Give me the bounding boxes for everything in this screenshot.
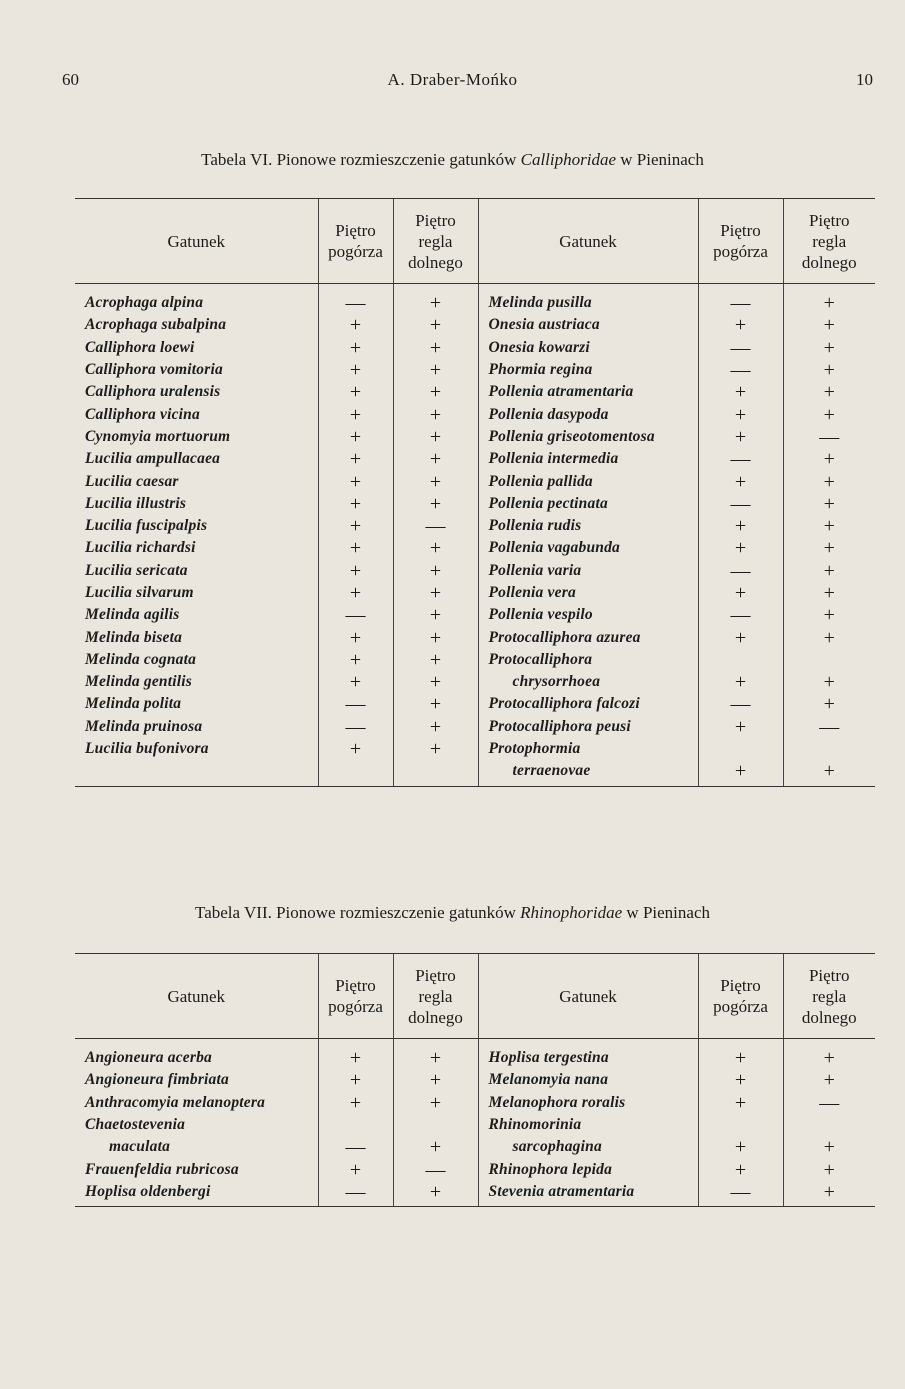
mark-pogorza-right (698, 738, 783, 760)
species-name-right: Hoplisa tergestina (478, 1039, 698, 1070)
species-name-left: Melinda agilis (85, 606, 180, 624)
species-name-right: sarcophagina (478, 1136, 698, 1158)
mark-regla-left: + (393, 403, 478, 425)
mark-pogorza-left: + (318, 426, 393, 448)
mark-pogorza-left: + (318, 314, 393, 336)
species-name-left: Anthracomyia melanoptera (85, 1093, 266, 1111)
header-line: Piętro (415, 965, 456, 985)
table-row (75, 284, 875, 315)
mark-regla-right (783, 1114, 875, 1136)
mark-pogorza-right: + (698, 314, 783, 336)
table-row (75, 1181, 875, 1207)
mark-regla-right: + (783, 448, 875, 470)
mark-regla-left: + (393, 1181, 478, 1207)
mark-regla-right (783, 738, 875, 760)
species-name-right: Pollenia vagabunda (478, 537, 698, 559)
species-name-right: Melinda pusilla (478, 284, 698, 315)
mark-pogorza-right: + (698, 381, 783, 403)
table-row (75, 515, 875, 537)
mark-pogorza-right: — (698, 604, 783, 626)
mark-pogorza-right: + (698, 716, 783, 738)
col-header-regla-dolnego (393, 199, 478, 284)
table7-caption (0, 903, 905, 923)
mark-regla-left: + (393, 359, 478, 381)
mark-pogorza-left: + (318, 515, 393, 537)
table-row (75, 359, 875, 381)
species-name-left: Lucilia silvarum (85, 584, 194, 601)
mark-pogorza-left: + (318, 448, 393, 470)
species-name-left: Lucilia fuscipalpis (85, 517, 208, 535)
mark-pogorza-right: + (698, 470, 783, 492)
col-header-species: Gatunek (478, 199, 698, 284)
species-name-left: Angioneura fimbriata (85, 1071, 229, 1089)
col-header-pogorza (318, 199, 393, 284)
mark-pogorza-left: + (318, 1069, 393, 1091)
mark-regla-right: + (783, 671, 875, 693)
mark-regla-right: + (783, 1039, 875, 1070)
mark-regla-right: — (783, 1092, 875, 1114)
mark-regla-right: + (783, 381, 875, 403)
table-row (75, 381, 875, 403)
mark-regla-left: + (393, 284, 478, 315)
table-row (75, 693, 875, 715)
mark-pogorza-left: — (318, 716, 393, 738)
col-header-pogorza (698, 199, 783, 284)
mark-pogorza-left: + (318, 359, 393, 381)
species-name-left: Lucilia ampullacaea (85, 450, 221, 468)
species-name-left: Hoplisa oldenbergi (75, 1181, 318, 1207)
header-line: Piętro (415, 210, 456, 230)
table-row (75, 626, 875, 648)
mark-regla-right: + (783, 284, 875, 315)
mark-pogorza-left: — (318, 693, 393, 715)
table7-caption-prefix: Tabela VII. Pionowe rozmieszczenie gatunków (195, 903, 516, 922)
species-name-right: Pollenia rudis (478, 515, 698, 537)
species-name-left: Frauenfeldia rubricosa (85, 1160, 239, 1178)
mark-pogorza-left: — (318, 1136, 393, 1158)
mark-regla-right: + (783, 1181, 875, 1207)
species-name-right: Onesia kowarzi (478, 337, 698, 359)
mark-pogorza-left: + (318, 1092, 393, 1114)
mark-regla-left: + (393, 537, 478, 559)
header-line: Piętro (720, 221, 761, 240)
mark-regla-right: + (783, 604, 875, 626)
table6-caption (0, 150, 905, 170)
header-line: dolnego (801, 1007, 857, 1027)
mark-regla-right: + (783, 760, 875, 786)
mark-regla-right: + (783, 314, 875, 336)
mark-pogorza-right (698, 1114, 783, 1136)
mark-pogorza-left: — (318, 1181, 393, 1207)
mark-pogorza-right: — (698, 493, 783, 515)
mark-regla-left: + (393, 1039, 478, 1070)
mark-regla-right: + (783, 515, 875, 537)
mark-regla-right: + (783, 359, 875, 381)
mark-regla-left: + (393, 1092, 478, 1114)
mark-pogorza-right: + (698, 1039, 783, 1070)
species-name-left: Calliphora vomitoria (85, 361, 223, 379)
table6 (75, 198, 875, 787)
table6-caption-prefix: Tabela VI. Pionowe rozmieszczenie gatunków (201, 150, 517, 169)
mark-regla-left: + (393, 1136, 478, 1158)
species-name-left: Melinda cognata (85, 650, 197, 668)
mark-pogorza-right: + (698, 626, 783, 648)
mark-pogorza-left: + (318, 493, 393, 515)
species-name-right: Onesia austriaca (478, 314, 698, 336)
mark-pogorza-left: — (318, 604, 393, 626)
mark-pogorza-right: + (698, 671, 783, 693)
header-line: pogórza (713, 997, 768, 1016)
mark-regla-left: + (393, 448, 478, 470)
table-row (75, 493, 875, 515)
table-row (75, 738, 875, 760)
table-row (75, 560, 875, 582)
table-row (75, 604, 875, 626)
mark-pogorza-left: + (318, 671, 393, 693)
mark-regla-left: + (393, 337, 478, 359)
mark-pogorza-right: + (698, 1136, 783, 1158)
mark-regla-left: + (393, 470, 478, 492)
header-line: pogórza (713, 242, 768, 261)
mark-pogorza-right: — (698, 337, 783, 359)
mark-pogorza-left: + (318, 403, 393, 425)
mark-regla-left: + (393, 493, 478, 515)
species-name-right: Stevenia atramentaria (478, 1181, 698, 1207)
table-row (75, 448, 875, 470)
mark-regla-left: + (393, 560, 478, 582)
table-row (75, 426, 875, 448)
table-row (75, 671, 875, 693)
species-name-right: Pollenia intermedia (478, 448, 698, 470)
species-name-right: Melanophora roralis (478, 1092, 698, 1114)
mark-regla-right: + (783, 537, 875, 559)
table-row (75, 537, 875, 559)
species-name-left: Calliphora vicina (85, 405, 200, 423)
mark-regla-left: + (393, 582, 478, 604)
mark-pogorza-left: + (318, 582, 393, 604)
species-name-left: Lucilia sericata (85, 561, 188, 579)
mark-pogorza-right: — (698, 448, 783, 470)
mark-regla-left: + (393, 626, 478, 648)
table6-caption-suffix: w Pieninach (620, 150, 704, 169)
species-name-right: Pollenia griseotomentosa (478, 426, 698, 448)
table-row (75, 314, 875, 336)
mark-regla-right: + (783, 493, 875, 515)
header-line: Piętro (335, 221, 376, 240)
mark-regla-left (393, 760, 478, 786)
species-name-left: Calliphora loewi (85, 338, 195, 356)
header-line: Piętro (720, 976, 761, 995)
table-row (75, 1069, 875, 1091)
issue-number: 10 (856, 70, 873, 89)
header-line: dolnego (408, 1007, 463, 1027)
mark-pogorza-right: + (698, 1158, 783, 1180)
mark-pogorza-left (318, 760, 393, 786)
mark-pogorza-left (318, 1114, 393, 1136)
species-name-right: Pollenia vespilo (478, 604, 698, 626)
species-name-right: Pollenia pectinata (478, 493, 698, 515)
table6-header-row (75, 199, 875, 284)
species-name-left: Lucilia illustris (85, 494, 187, 512)
mark-regla-left: + (393, 1069, 478, 1091)
mark-pogorza-left: + (318, 649, 393, 671)
mark-pogorza-right: — (698, 560, 783, 582)
table-row (75, 1114, 875, 1136)
table-row (75, 470, 875, 492)
header-line: Piętro (808, 965, 850, 985)
mark-pogorza-left: + (318, 560, 393, 582)
mark-regla-right: — (783, 426, 875, 448)
mark-pogorza-left: + (318, 738, 393, 760)
mark-pogorza-right (698, 649, 783, 671)
header-line: Piętro (808, 210, 850, 230)
header-line: pogórza (328, 997, 383, 1016)
mark-regla-right: + (783, 403, 875, 425)
mark-pogorza-right: + (698, 403, 783, 425)
mark-regla-right: + (783, 470, 875, 492)
header-line: Piętro (335, 976, 376, 995)
table-row (75, 1136, 875, 1158)
mark-regla-left: + (393, 738, 478, 760)
species-name-right: Protocalliphora peusi (478, 716, 698, 738)
species-name-left: Calliphora uralensis (85, 383, 221, 401)
col-header-regla-dolnego (393, 954, 478, 1039)
species-name-right: chrysorrhoea (478, 671, 698, 693)
species-name-right: Melanomyia nana (478, 1069, 698, 1091)
col-header-pogorza (698, 954, 783, 1039)
species-name-left: Chaetostevenia (85, 1116, 186, 1134)
running-header (0, 70, 905, 94)
mark-pogorza-left: + (318, 1158, 393, 1180)
mark-pogorza-right: — (698, 359, 783, 381)
col-header-pogorza (318, 954, 393, 1039)
species-name-left: Lucilia caesar (85, 472, 179, 490)
mark-regla-left: + (393, 381, 478, 403)
mark-pogorza-right: + (698, 515, 783, 537)
mark-regla-right: + (783, 1158, 875, 1180)
mark-regla-left: + (393, 671, 478, 693)
table-row (75, 403, 875, 425)
running-author: A. Draber-Mońko (387, 70, 518, 89)
mark-regla-right: + (783, 560, 875, 582)
mark-pogorza-left: + (318, 470, 393, 492)
species-name-right: Phormia regina (478, 359, 698, 381)
header-line: dolnego (801, 252, 857, 272)
mark-regla-right: + (783, 1069, 875, 1091)
col-header-regla-dolnego (783, 199, 875, 284)
species-name-right: Pollenia atramentaria (478, 381, 698, 403)
mark-regla-left (393, 1114, 478, 1136)
species-name-left: Acrophaga subalpina (85, 316, 227, 334)
mark-regla-right: + (783, 626, 875, 648)
header-line: regla (812, 986, 847, 1006)
species-name-right: Pollenia varia (478, 560, 698, 582)
col-header-regla-dolnego (783, 954, 875, 1039)
mark-regla-right: + (783, 582, 875, 604)
page-number: 60 (62, 70, 79, 89)
header-line: pogórza (328, 242, 383, 261)
table-row (75, 1092, 875, 1114)
species-name-left: maculata (109, 1138, 171, 1156)
mark-pogorza-left: + (318, 337, 393, 359)
species-name-right: Pollenia vera (478, 582, 698, 604)
mark-pogorza-right: + (698, 1092, 783, 1114)
species-name-right: terraenovae (478, 760, 698, 786)
mark-regla-right: + (783, 693, 875, 715)
mark-pogorza-right: — (698, 1181, 783, 1207)
mark-pogorza-right: + (698, 1069, 783, 1091)
species-name-left: Melinda polita (85, 695, 182, 713)
table-row (75, 337, 875, 359)
mark-regla-left: + (393, 604, 478, 626)
mark-pogorza-left: + (318, 381, 393, 403)
mark-pogorza-right: + (698, 760, 783, 786)
col-header-species: Gatunek (478, 954, 698, 1039)
header-line: regla (418, 986, 453, 1006)
mark-regla-left: + (393, 693, 478, 715)
species-name-right: Protocalliphora azurea (478, 626, 698, 648)
table7-header-row (75, 954, 875, 1039)
header-line: dolnego (408, 252, 463, 272)
species-name-left: Lucilia richardsi (85, 539, 196, 557)
species-name-right: Protocalliphora (478, 649, 698, 671)
species-name-right: Pollenia dasypoda (478, 403, 698, 425)
species-name-right: Protocalliphora falcozi (478, 693, 698, 715)
mark-regla-left: — (393, 1158, 478, 1180)
table-row (75, 1158, 875, 1180)
table-row (75, 1039, 875, 1070)
mark-regla-left: + (393, 649, 478, 671)
species-name-right: Protophormia (478, 738, 698, 760)
mark-pogorza-left: + (318, 537, 393, 559)
mark-regla-right: + (783, 1136, 875, 1158)
mark-regla-left: — (393, 515, 478, 537)
table6-caption-family: Calliphoridae (520, 150, 617, 169)
species-name-right: Rhinomorinia (478, 1114, 698, 1136)
species-name-left: Melinda pruinosa (85, 717, 203, 735)
mark-regla-right: + (783, 337, 875, 359)
table-row (75, 716, 875, 738)
header-line: regla (418, 231, 453, 251)
mark-regla-right (783, 649, 875, 671)
species-name-left: Melinda gentilis (85, 673, 192, 691)
mark-regla-left: + (393, 426, 478, 448)
col-header-species: Gatunek (75, 199, 318, 284)
mark-pogorza-left: + (318, 626, 393, 648)
mark-pogorza-left: — (318, 284, 393, 315)
col-header-species: Gatunek (75, 954, 318, 1039)
species-name-right: Pollenia pallida (478, 470, 698, 492)
table7 (75, 953, 875, 1207)
mark-pogorza-right: + (698, 537, 783, 559)
header-line: regla (812, 231, 847, 251)
species-name-left: Angioneura acerba (85, 1049, 212, 1067)
table-row (75, 649, 875, 671)
species-name-left: Melinda biseta (85, 628, 183, 646)
mark-pogorza-left: + (318, 1039, 393, 1070)
mark-regla-left: + (393, 314, 478, 336)
table7-caption-suffix: w Pieninach (626, 903, 710, 922)
species-name-left: Acrophaga alpina (85, 294, 204, 312)
species-name-left (75, 760, 318, 786)
table-row (75, 760, 875, 786)
table7-caption-family: Rhinophoridae (520, 903, 623, 922)
species-name-right: Rhinophora lepida (478, 1158, 698, 1180)
mark-regla-left: + (393, 716, 478, 738)
mark-pogorza-right: — (698, 284, 783, 315)
species-name-left: Cynomyia mortuorum (85, 427, 231, 445)
mark-pogorza-right: + (698, 582, 783, 604)
mark-pogorza-right: — (698, 693, 783, 715)
table-row (75, 582, 875, 604)
mark-regla-right: — (783, 716, 875, 738)
mark-pogorza-right: + (698, 426, 783, 448)
species-name-left: Lucilia bufonivora (85, 740, 209, 758)
